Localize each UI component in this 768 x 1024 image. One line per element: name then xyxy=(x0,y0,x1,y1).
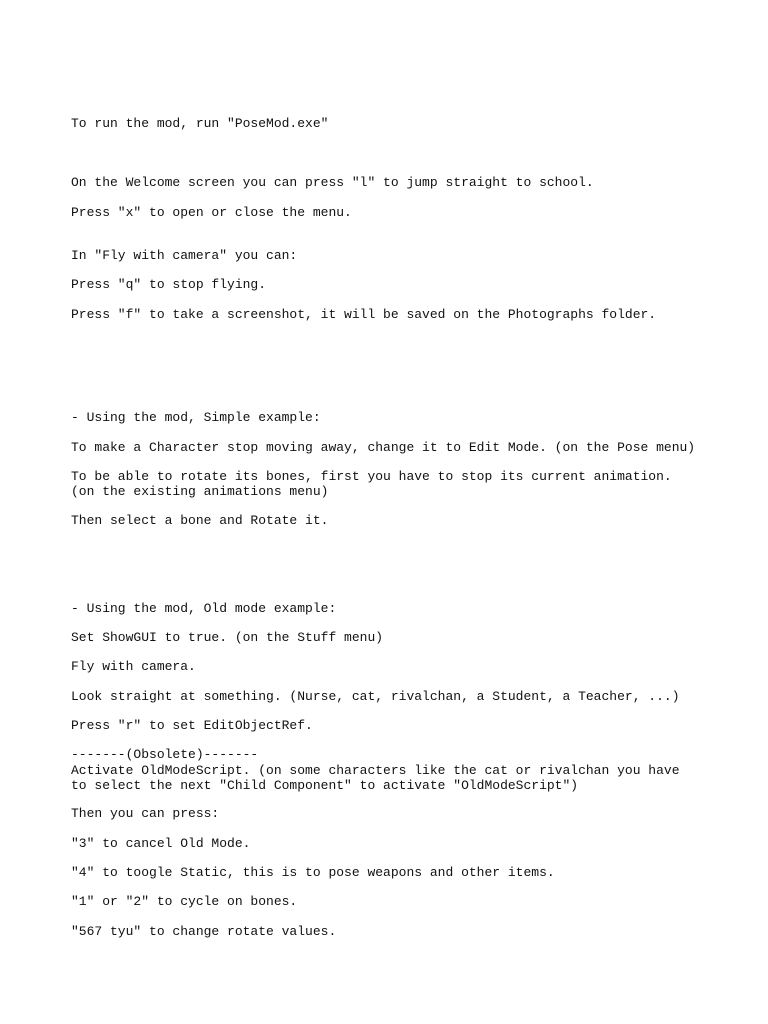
simple-step-edit-mode: To make a Character stop moving away, change it to Edit Mode. (on the Pose menu) xyxy=(71,440,696,455)
obsolete-marker: -------(Obsolete)------- xyxy=(71,747,259,762)
menu-instruction: Press "x" to open or close the menu. xyxy=(71,205,352,220)
old-step-look: Look straight at something. (Nurse, cat, rivalchan, a Student, a Teacher, ...) xyxy=(71,689,680,704)
fly-heading: In "Fly with camera" you can: xyxy=(71,248,298,263)
run-instruction: To run the mod, run "PoseMod.exe" xyxy=(71,116,329,131)
old-mode-example-heading: - Using the mod, Old mode example: xyxy=(71,601,337,616)
old-step-fly: Fly with camera. xyxy=(71,659,196,674)
stop-flying-instruction: Press "q" to stop flying. xyxy=(71,277,267,292)
screenshot-instruction: Press "f" to take a screenshot, it will be saved on the Photographs folder. xyxy=(71,307,657,322)
simple-example-heading: - Using the mod, Simple example: xyxy=(71,410,321,425)
old-step-showgui: Set ShowGUI to true. (on the Stuff menu) xyxy=(71,630,384,645)
old-key-567: "567 tyu" to change rotate values. xyxy=(71,924,337,939)
old-step-activate-script: Activate OldModeScript. (on some characters like the cat or rivalchan you have to select the next "Child Component" to activate "OldModeScript") xyxy=(71,763,688,793)
welcome-instruction: On the Welcome screen you can press "l" to jump straight to school. xyxy=(71,175,594,190)
old-step-press-r: Press "r" to set EditObjectRef. xyxy=(71,718,313,733)
old-key-3: "3" to cancel Old Mode. xyxy=(71,836,251,851)
old-key-1-2: "1" or "2" to cycle on bones. xyxy=(71,894,298,909)
simple-step-stop-animation: To be able to rotate its bones, first you have to stop its current animation. (on the existing animations menu) xyxy=(71,469,680,499)
simple-step-rotate: Then select a bone and Rotate it. xyxy=(71,513,329,528)
old-then-press: Then you can press: xyxy=(71,806,220,821)
old-key-4: "4" to toogle Static, this is to pose weapons and other items. xyxy=(71,865,555,880)
